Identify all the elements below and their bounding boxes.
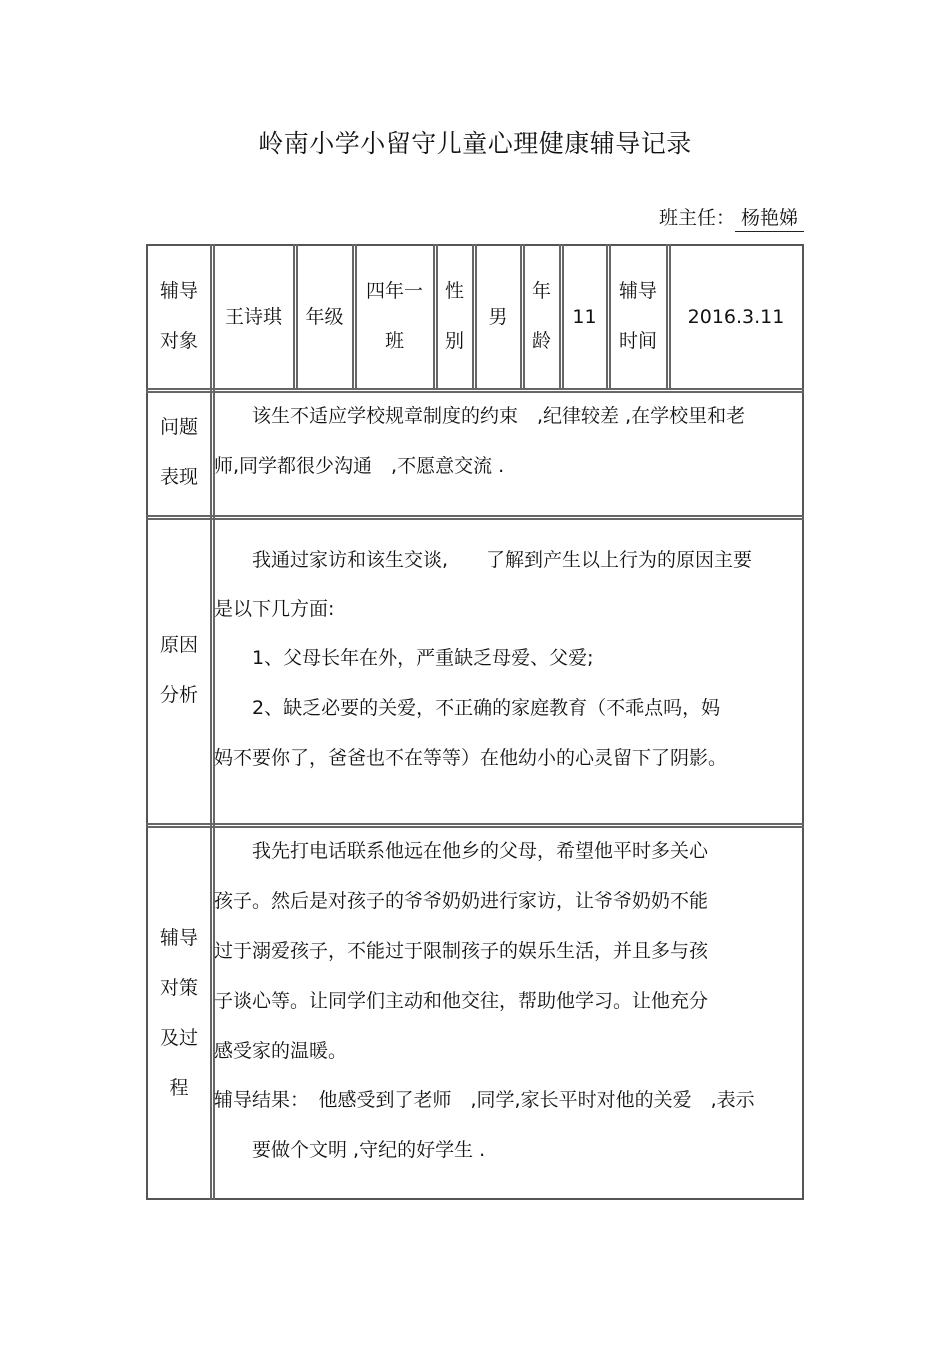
page-title: 岭南小学小留守儿童心理健康辅导记录 (258, 129, 692, 158)
cause-text-line: 2、缺乏必要的关爱，不正确的家庭教育（不乖点吗，妈 (214, 697, 721, 719)
strategy-label (148, 913, 210, 1113)
table-divider (433, 244, 435, 390)
strategy-text-line: 我先打电话联系他远在他乡的父母，希望他平时多关心 (214, 840, 709, 862)
table-divider (559, 244, 561, 390)
cause-text-line: 是以下几方面: (214, 598, 335, 620)
table-divider (666, 244, 668, 390)
gender-label-line: 性 (444, 280, 464, 302)
grade-value (356, 266, 433, 366)
problem-label-line: 问题 (159, 416, 198, 438)
strategy-result-line: 辅导结果： 他感受到了老师 ,同学,家长平时对他的关爱 ,表示 (214, 1089, 755, 1111)
problem-label (148, 402, 210, 502)
table-divider (146, 823, 804, 825)
table-divider (472, 244, 474, 390)
time-label-line: 辅导 (618, 280, 657, 302)
table-divider (352, 244, 354, 390)
time-value: 2016.3.11 (687, 306, 785, 328)
time-label (610, 266, 666, 366)
target-label (148, 266, 210, 366)
cause-text-line: 1、父母长年在外，严重缺乏母爱、父爱; (214, 647, 594, 669)
table-divider (606, 244, 608, 390)
cause-text-line: 妈不要你了，爸爸也不在等等）在他幼小的心灵留下了阴影。 (214, 747, 728, 769)
problem-text-line: 该生不适应学校规章制度的约束 ,纪律较差 ,在学校里和老 (214, 405, 746, 427)
problem-label-line: 表现 (159, 466, 198, 488)
teacher-name: 杨艳娣 (735, 203, 804, 232)
age-label-line: 龄 (531, 330, 551, 352)
cause-label (148, 620, 210, 720)
strategy-label-line: 及过 (159, 1027, 198, 1049)
table-divider (146, 518, 804, 520)
age-label-line: 年 (531, 280, 551, 302)
grade-label: 年级 (305, 306, 344, 328)
gender-label (437, 266, 472, 366)
strategy-text-line: 孩子。然后是对孩子的爷爷奶奶进行家访，让爷爷奶奶不能 (214, 890, 709, 912)
table-divider (520, 244, 522, 390)
gender-value: 男 (488, 306, 508, 328)
grade-value-line: 班 (384, 330, 404, 352)
grade-value-line: 四年一 (365, 280, 423, 302)
target-label-line: 对象 (159, 330, 198, 352)
teacher-line (659, 203, 804, 232)
strategy-label-line: 对策 (159, 977, 198, 999)
problem-text-line: 师,同学都很少沟通 ,不愿意交流 . (214, 455, 505, 477)
gender-label-line: 别 (444, 330, 464, 352)
strategy-label-line: 程 (169, 1077, 189, 1099)
cause-text-line: 我通过家访和该生交谈, 了解到产生以上行为的原因主要 (214, 549, 753, 571)
table-divider (146, 515, 804, 517)
teacher-label: 班主任： (658, 207, 735, 229)
age-value: 11 (572, 306, 597, 328)
student-name: 王诗琪 (224, 306, 282, 328)
strategy-text-line: 感受家的温暖。 (214, 1040, 348, 1062)
time-label-line: 时间 (618, 330, 657, 352)
age-label (524, 266, 559, 366)
strategy-text-line: 子谈心等。让同学们主动和他交往，帮助他学习。让他充分 (214, 990, 709, 1012)
target-label-line: 辅导 (159, 280, 198, 302)
cause-label-line: 分析 (159, 684, 198, 706)
table-divider (293, 244, 295, 390)
strategy-result-line: 要做个文明 ,守纪的好学生 . (214, 1139, 486, 1161)
strategy-text-line: 过于溺爱孩子，不能过于限制孩子的娱乐生活，并且多与孩 (214, 940, 709, 962)
cause-label-line: 原因 (159, 634, 198, 656)
strategy-label-line: 辅导 (159, 927, 198, 949)
